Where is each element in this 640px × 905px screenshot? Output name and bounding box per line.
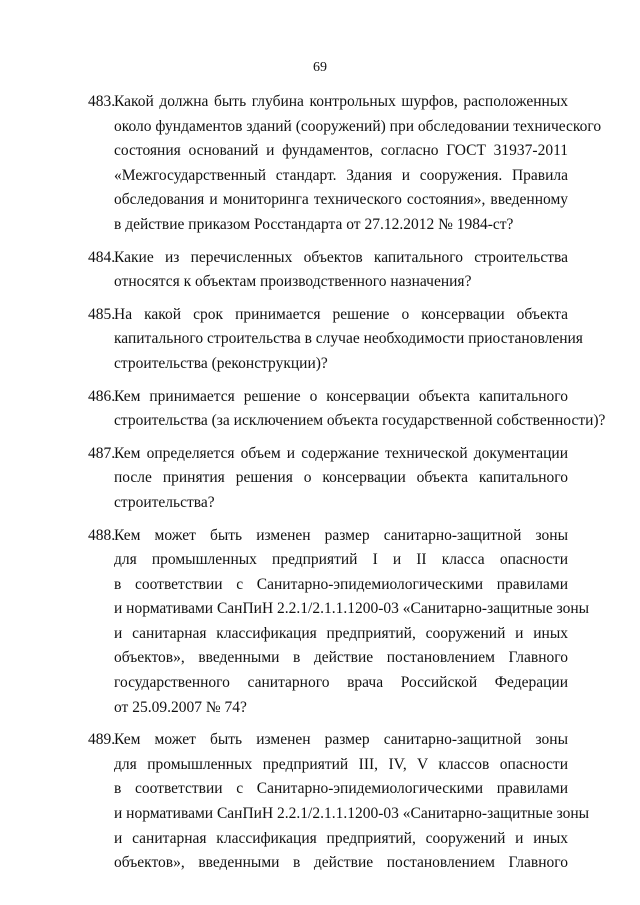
question-text	[114, 385, 606, 434]
text-line: Кем может быть изменен размер санитарно-защитной зоны	[114, 731, 568, 749]
question-text	[114, 303, 583, 377]
question-483	[88, 90, 602, 238]
question-488	[88, 524, 590, 721]
text-line: государственного санитарного врача Российской Федерации	[114, 674, 568, 692]
text-line: около фундаментов зданий (сооружений) при обследовании технического	[114, 117, 602, 135]
text-line: в соответствии с Санитарно-эпидемиологическими правилами	[114, 575, 568, 593]
question-489	[88, 728, 590, 876]
text-line: обследования и мониторинга технического состояния», введенному	[114, 191, 568, 209]
question-number: 487.	[88, 444, 116, 462]
text-line: «Межгосударственный стандарт. Здания и сооружения. Правила	[114, 166, 568, 184]
text-line: относятся к объектам производственного назначения?	[114, 273, 472, 291]
text-line: в действие приказом Росстандарта от 27.12.2012 № 1984-ст?	[114, 215, 514, 233]
text-line: строительства (реконструкции)?	[114, 354, 328, 372]
text-line: Какой должна быть глубина контрольных шурфов, расположенных	[114, 93, 568, 110]
text-line: объектов», введенными в действие постановлением Главного	[114, 854, 568, 872]
text-line: капитального строительства в случае необходимости приостановления	[114, 330, 583, 348]
question-text	[114, 90, 602, 238]
text-line: Какие из перечисленных объектов капитального строительства	[114, 248, 568, 266]
question-list	[88, 90, 606, 884]
question-number: 486.	[88, 387, 116, 405]
text-line: после принятия решения о консервации объекта капитального	[114, 469, 568, 487]
page-number: 69	[313, 60, 327, 75]
question-485	[88, 303, 583, 377]
question-text	[114, 246, 568, 295]
text-line: Кем может быть изменен размер санитарно-защитной зоны	[114, 526, 568, 544]
text-line: и нормативами СанПиН 2.2.1/2.1.1.1200-03 «Санитарно-защитные зоны	[114, 805, 590, 823]
text-line: в соответствии с Санитарно-эпидемиологическими правилами	[114, 780, 568, 798]
text-line: для промышленных предприятий III, IV, V классов опасности	[114, 755, 568, 773]
question-text	[114, 728, 590, 876]
question-486	[88, 385, 606, 434]
text-line: от 25.09.2007 № 74?	[114, 698, 247, 716]
question-487	[88, 442, 568, 516]
question-text	[114, 442, 568, 516]
question-number: 485.	[88, 305, 116, 323]
text-line: Кем определяется объем и содержание технической документации	[114, 444, 568, 462]
text-line: строительства (за исключением объекта государственной собственности)?	[114, 412, 606, 430]
question-number: 483.	[88, 93, 116, 110]
text-line: Кем принимается решение о консервации объекта капитального	[114, 387, 568, 405]
text-line: строительства?	[114, 493, 215, 511]
question-number: 489.	[88, 731, 116, 749]
text-line: объектов», введенными в действие постановлением Главного	[114, 649, 568, 667]
text-line: и санитарная классификация предприятий, сооружений и иных	[114, 624, 568, 642]
question-number: 484.	[88, 248, 116, 266]
text-line: состояния оснований и фундаментов, согласно ГОСТ 31937-2011	[114, 142, 568, 160]
text-line: и нормативами СанПиН 2.2.1/2.1.1.1200-03 «Санитарно-защитные зоны	[114, 600, 590, 618]
text-line: и санитарная классификация предприятий, сооружений и иных	[114, 829, 568, 847]
question-number: 488.	[88, 526, 116, 544]
text-line: На какой срок принимается решение о консервации объекта	[114, 305, 568, 323]
question-text	[114, 524, 590, 721]
text-line: для промышленных предприятий I и II класса опасности	[114, 551, 568, 569]
question-484	[88, 246, 568, 295]
